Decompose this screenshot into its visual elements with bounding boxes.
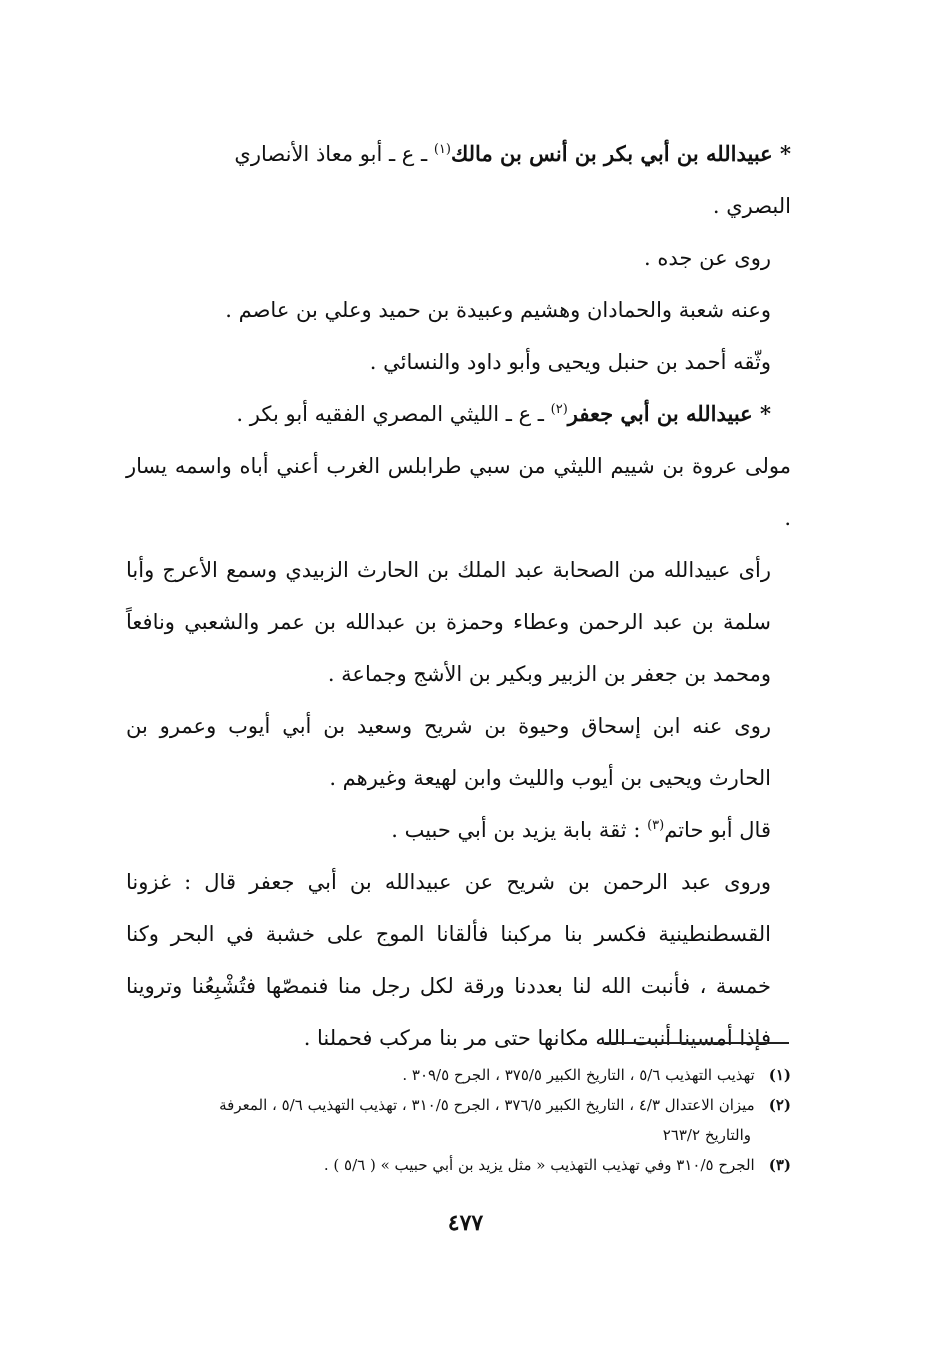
entry-desc-cont: البصري . [712,194,791,218]
paragraph: وثّقه أحمد بن حنبل ويحيى وأبو داود والنسائي . [369,350,771,374]
paragraph: رأى عبيدالله من الصحابة عبد الملك بن الحارث الزبيدي وسمع الأعرج وأبا سلمة بن عبد الرحمن وعطاء وحمزة بن عبدالله بن عمر والشعبي ونافعاً ومحمد بن جعفر بن الزبير وبكير بن الأشج وجماعة . [126,558,771,686]
footnote-continuation: والتاريخ ٢٦٣/٢ [662,1126,751,1144]
main-text [126,128,791,1064]
quote-intro: قال أبو حاتم [664,818,771,842]
footnote [126,1150,791,1180]
footnote-ref: (٢) [550,402,568,417]
paragraph: مولى عروة بن شييم الليثي من سبي طرابلس الغرب أعني أباه واسمه يسار . [126,454,791,530]
footnote-divider [605,1042,789,1044]
footnote-ref: (٣) [647,818,665,833]
paragraph [126,804,791,856]
footnote-ref: (١) [433,142,451,157]
paragraph: روى عنه ابن إسحاق وحيوة بن شريح وسعيد بن أبي أيوب وعمرو بن الحارث ويحيى بن أيوب والليث وابن لهيعة وغيرهم . [126,714,771,790]
quote-text: : ثقة بابة يزيد بن أبي حبيب . [391,818,648,842]
entry-name: * عبيدالله بن أبي جعفر [567,401,771,426]
entry-desc: ـ ع ـ أبو معاذ الأنصاري [234,142,434,166]
paragraph: روى عن جده . [644,246,771,270]
footnote-number: (٢) [768,1096,791,1114]
footnote-number: (٣) [768,1156,791,1174]
footnote [126,1060,791,1090]
entry-heading-1 [126,128,791,180]
footnote-text: الجرح ٣١٠/٥ وفي تهذيب التهذيب « مثل يزيد بن أبي حبيب » ( ٥/٦ ) . [323,1156,755,1174]
footnote-text: ميزان الاعتدال ٤/٣ ، التاريخ الكبير ٣٧٦/٥ ، الجرح ٣١٠/٥ ، تهذيب التهذيب ٥/٦ ، المعرفة [219,1096,755,1114]
paragraph: وعنه شعبة والحمادان وهشيم وعبيدة بن حميد وعلي بن عاصم . [225,298,771,322]
footnote-text: تهذيب التهذيب ٥/٦ ، التاريخ الكبير ٣٧٥/٥ ، الجرح ٣٠٩/٥ . [402,1066,755,1084]
entry-heading-1-cont [126,180,791,232]
footnotes [126,1060,791,1180]
paragraph: وروى عبد الرحمن بن شريح عن عبيدالله بن أبي جعفر قال : غزونا القسطنطينية فكسر بنا مركبنا فألقانا الموج على خشبة في البحر وكنا خمسة ، فأنبت الله لنا بعددنا ورقة لكل رجل منا فنمصّها فتُشْبِعُنا وتروينا فإذا أمسينا أنبت الله مكانها حتى مر بنا مركب فحملنا . [126,870,771,1050]
page-number: ٤٧٧ [447,1210,484,1236]
entry-name: * عبيدالله بن أبي بكر بن أنس بن مالك [450,141,791,166]
entry-desc: ـ ع ـ الليثي المصري الفقيه أبو بكر . [236,402,551,426]
entry-heading-2 [126,388,791,440]
footnote-number: (١) [768,1066,791,1084]
footnote [126,1090,791,1120]
